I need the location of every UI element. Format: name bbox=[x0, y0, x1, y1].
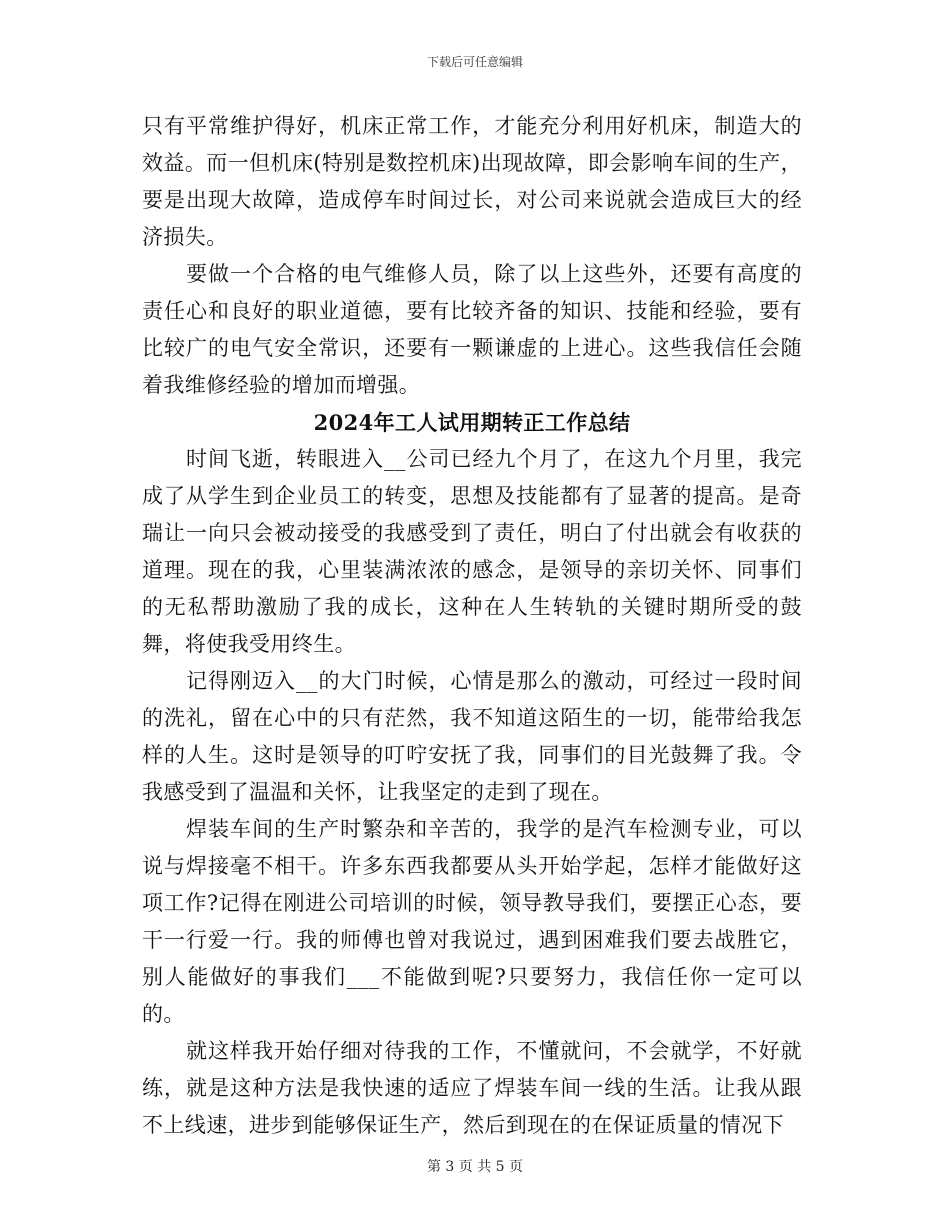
document-body bbox=[142, 108, 802, 1144]
paragraph: 焊装车间的生产时繁杂和辛苦的，我学的是汽车检测专业，可以说与焊接毫不相干。许多东西我都要从头开始学起，怎样才能做好这项工作?记得在刚进公司培训的时候，领导教导我们，要摆正心态，要干一行爱一行。我的师傅也曾对我说过，遇到困难我们要去战胜它，别人能做好的事我们___不能做到呢?只要努力，我信任你一定可以的。 bbox=[142, 817, 802, 1026]
paragraph: 记得刚迈入__的大门时候，心情是那么的激动，可经过一段时间的洗礼，留在心中的只有茫然，我不知道这陌生的一切，能带给我怎样的人生。这时是领导的叮咛安抚了我，同事们的目光鼓舞了我。令我感受到了温温和关怀，让我坚定的走到了现在。 bbox=[142, 669, 802, 804]
paragraph-continued: 只有平常维护得好，机床正常工作，才能充分利用好机床，制造大的效益。而一但机床(特别是数控机床)出现故障，即会影响车间的生产，要是出现大故障，造成停车时间过长，对公司来说就会造成巨大的经济损失。 bbox=[142, 114, 802, 249]
paragraph: 要做一个合格的电气维修人员，除了以上这些外，还要有高度的责任心和良好的职业道德，要有比较齐备的知识、技能和经验，要有比较广的电气安全常识，还要有一颗谦虚的上进心。这些我信任会随着我维修经验的增加而增强。 bbox=[142, 262, 802, 397]
paragraph: 就这样我开始仔细对待我的工作，不懂就问，不会就学，不好就练，就是这种方法是我快速的适应了焊装车间一线的生活。让我从跟不上线速，进步到能够保证生产，然后到现在的在保证质量的情况下 bbox=[142, 1039, 802, 1137]
section-title: 2024年工人试用期转正工作总结 bbox=[313, 410, 631, 435]
page-footer: 第 3 页 共 5 页 bbox=[426, 1159, 524, 1175]
page-header: 下载后可任意编辑 bbox=[426, 55, 523, 69]
paragraph: 时间飞逝，转眼进入__公司已经九个月了，在这九个月里，我完成了从学生到企业员工的转变，思想及技能都有了显著的提高。是奇瑞让一向只会被动接受的我感受到了责任，明白了付出就会有收获的道理。现在的我，心里装满浓浓的感念，是领导的亲切关怀、同事们的无私帮助激励了我的成长，这种在人生转轨的关键时期所受的鼓舞，将使我受用终生。 bbox=[142, 447, 802, 656]
